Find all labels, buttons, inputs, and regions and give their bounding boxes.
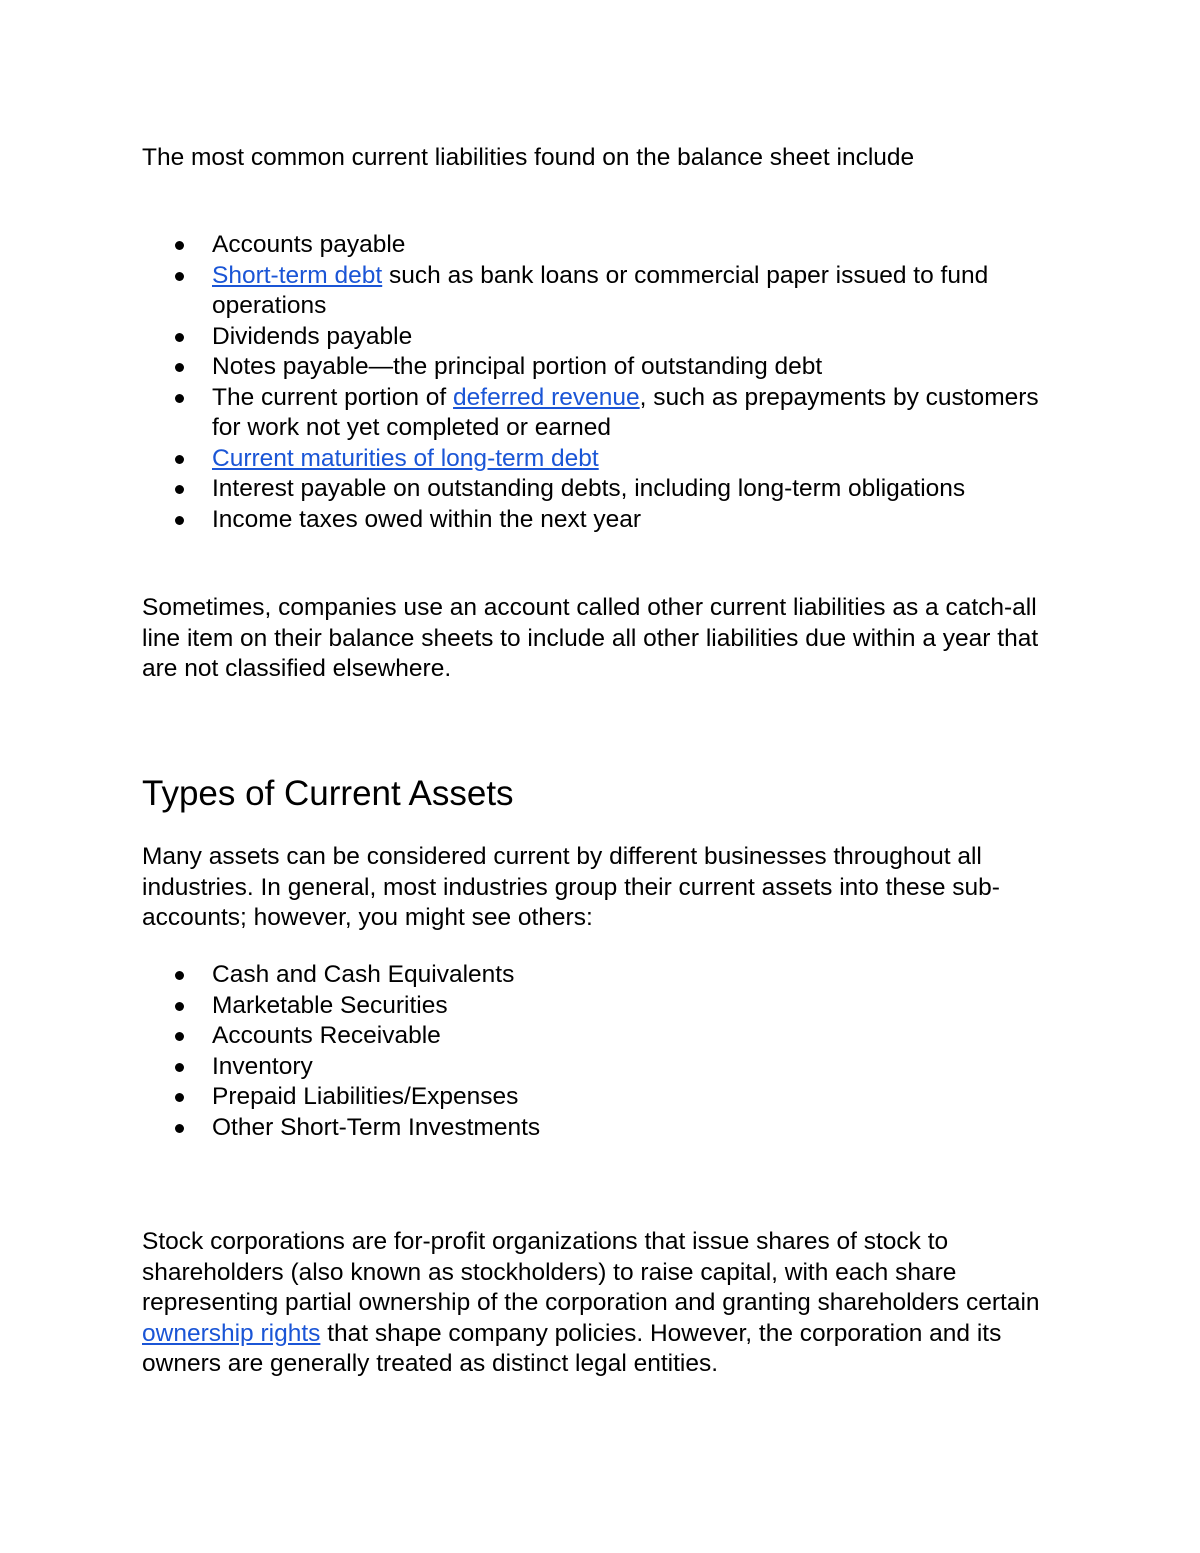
list-item: Interest payable on outstanding debts, including long-term obligations (142, 474, 1072, 505)
list-item: Marketable Securities (142, 991, 1072, 1022)
list-item (142, 444, 1072, 475)
list-item: Cash and Cash Equivalents (142, 960, 1072, 991)
other-liabilities-paragraph: Sometimes, companies use an account called other current liabilities as a catch-all line item on their balance sheets to include all other liabilities due within a year that are not classified elsewhere. (142, 594, 1039, 682)
short-term-debt-link[interactable]: Short-term debt (212, 261, 383, 289)
stock-corporations-paragraph: Stock corporations are for-profit organizations that issue shares of stock to shareholders (also known as stockholders) to raise capital, with each share representing partial ownership of the corporation and granting shareholders certain ownership rights that shape company policies. However, the corporation and its owners are generally treated as distinct legal entities. (142, 1228, 1040, 1377)
bullet-icon (175, 394, 184, 403)
bullet-icon (175, 485, 184, 494)
list-item: Accounts payable (142, 230, 1072, 261)
bullet-icon (175, 363, 184, 372)
liabilities-intro: The most common current liabilities found on the balance sheet include (142, 144, 915, 171)
current-maturities-link[interactable]: Current maturities of long-term debt (212, 444, 599, 472)
bullet-icon (175, 1124, 184, 1133)
bullet-icon (175, 971, 184, 980)
bullet-icon (175, 455, 184, 464)
deferred-revenue-link[interactable]: deferred revenue (453, 383, 640, 411)
current-liabilities-list (142, 230, 1072, 535)
list-item: Prepaid Liabilities/Expenses (142, 1082, 1072, 1113)
list-item: Accounts Receivable (142, 1021, 1072, 1052)
list-item: Other Short-Term Investments (142, 1113, 1072, 1144)
assets-intro-paragraph: Many assets can be considered current by different businesses throughout all industries. In general, most industries group their current assets into these sub-accounts; however, you might see others: (142, 843, 1000, 931)
list-item: Notes payable—the principal portion of outstanding debt (142, 352, 1072, 383)
bullet-icon (175, 272, 184, 281)
list-item: Inventory (142, 1052, 1072, 1083)
bullet-icon (175, 1093, 184, 1102)
bullet-icon (175, 1063, 184, 1072)
bullet-icon (175, 516, 184, 525)
list-item: The current portion of deferred revenue, such as prepayments by customers for work not yet completed or earned (142, 383, 1072, 444)
bullet-icon (175, 333, 184, 342)
assets-heading: Types of Current Assets (142, 774, 514, 813)
current-assets-list (142, 960, 1072, 1143)
bullet-icon (175, 1032, 184, 1041)
list-item: Short-term debt such as bank loans or commercial paper issued to fund operations (142, 261, 1072, 322)
ownership-rights-link[interactable]: ownership rights (142, 1319, 321, 1347)
list-item: Income taxes owed within the next year (142, 505, 1072, 536)
list-item: Dividends payable (142, 322, 1072, 353)
bullet-icon (175, 241, 184, 250)
bullet-icon (175, 1002, 184, 1011)
